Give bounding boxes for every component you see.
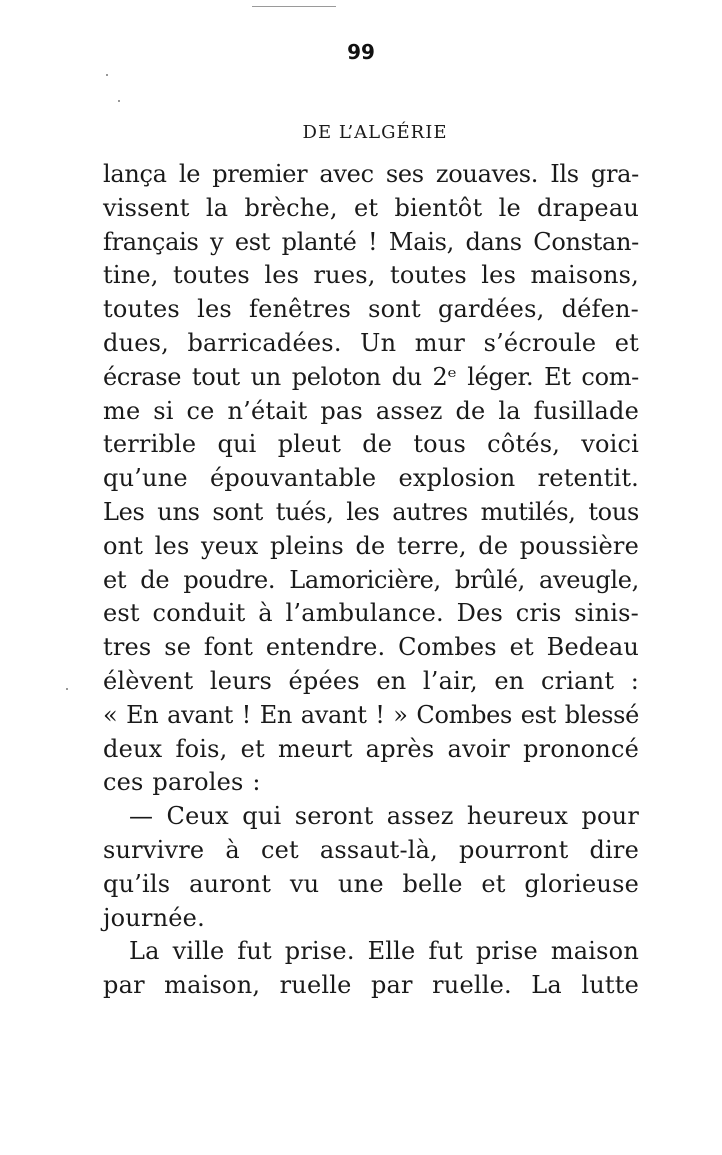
text-line: lança le premier avec ses zouaves. Ils gra- <box>103 160 639 188</box>
text-line: terrible qui pleut de tous côtés, voici <box>103 430 639 459</box>
text-line: écrase tout un peloton du 2ᵉ léger. Et com- <box>103 362 639 391</box>
text-line: élèvent leurs épées en l’air, en criant : <box>103 666 639 695</box>
body-text <box>103 158 639 1003</box>
top-rule <box>252 6 336 7</box>
running-head: DE L’ALGÉRIE <box>302 122 448 143</box>
text-line: « En avant ! En avant ! » Combes est blessé <box>103 700 639 729</box>
text-line: survivre à cet assaut-là, pourront dire <box>103 835 639 864</box>
text-line: toutes les fenêtres sont gardées, défen- <box>103 295 639 324</box>
text-line: dues, barricadées. Un mur s’écroule et <box>103 328 639 357</box>
text-line: me si ce n’était pas assez de la fusillade <box>103 396 639 425</box>
text-line: ces paroles : <box>103 768 261 797</box>
text-line: vissent la brèche, et bientôt le drapeau <box>103 193 639 222</box>
text-line: qu’une épouvantable explosion retentit. <box>103 464 639 493</box>
paper-speck <box>106 74 108 76</box>
text-line: — Ceux qui seront assez heureux pour <box>129 802 639 831</box>
text-line: ont les yeux pleins de terre, de poussière <box>103 531 639 560</box>
text-line: qu’ils auront vu une belle et glorieuse <box>103 869 639 898</box>
text-line: tine, toutes les rues, toutes les maisons, <box>103 261 639 290</box>
text-line: et de poudre. Lamoricière, brûlé, aveugle, <box>103 565 639 594</box>
text-line: par maison, ruelle par ruelle. La lutte <box>103 971 639 1000</box>
text-line: La ville fut prise. Elle fut prise maison <box>129 937 639 966</box>
text-line: journée. <box>103 903 205 932</box>
text-line: est conduit à l’ambulance. Des cris sinis- <box>103 599 639 628</box>
paper-speck <box>118 100 120 102</box>
text-line: tres se font entendre. Combes et Bedeau <box>103 633 639 662</box>
text-line: français y est planté ! Mais, dans Constan- <box>103 227 639 256</box>
page-number: 99 <box>347 40 375 64</box>
text-line: deux fois, et meurt après avoir prononcé <box>103 734 639 763</box>
text-line: Les uns sont tués, les autres mutilés, tous <box>103 497 639 526</box>
paper-speck <box>66 688 68 690</box>
